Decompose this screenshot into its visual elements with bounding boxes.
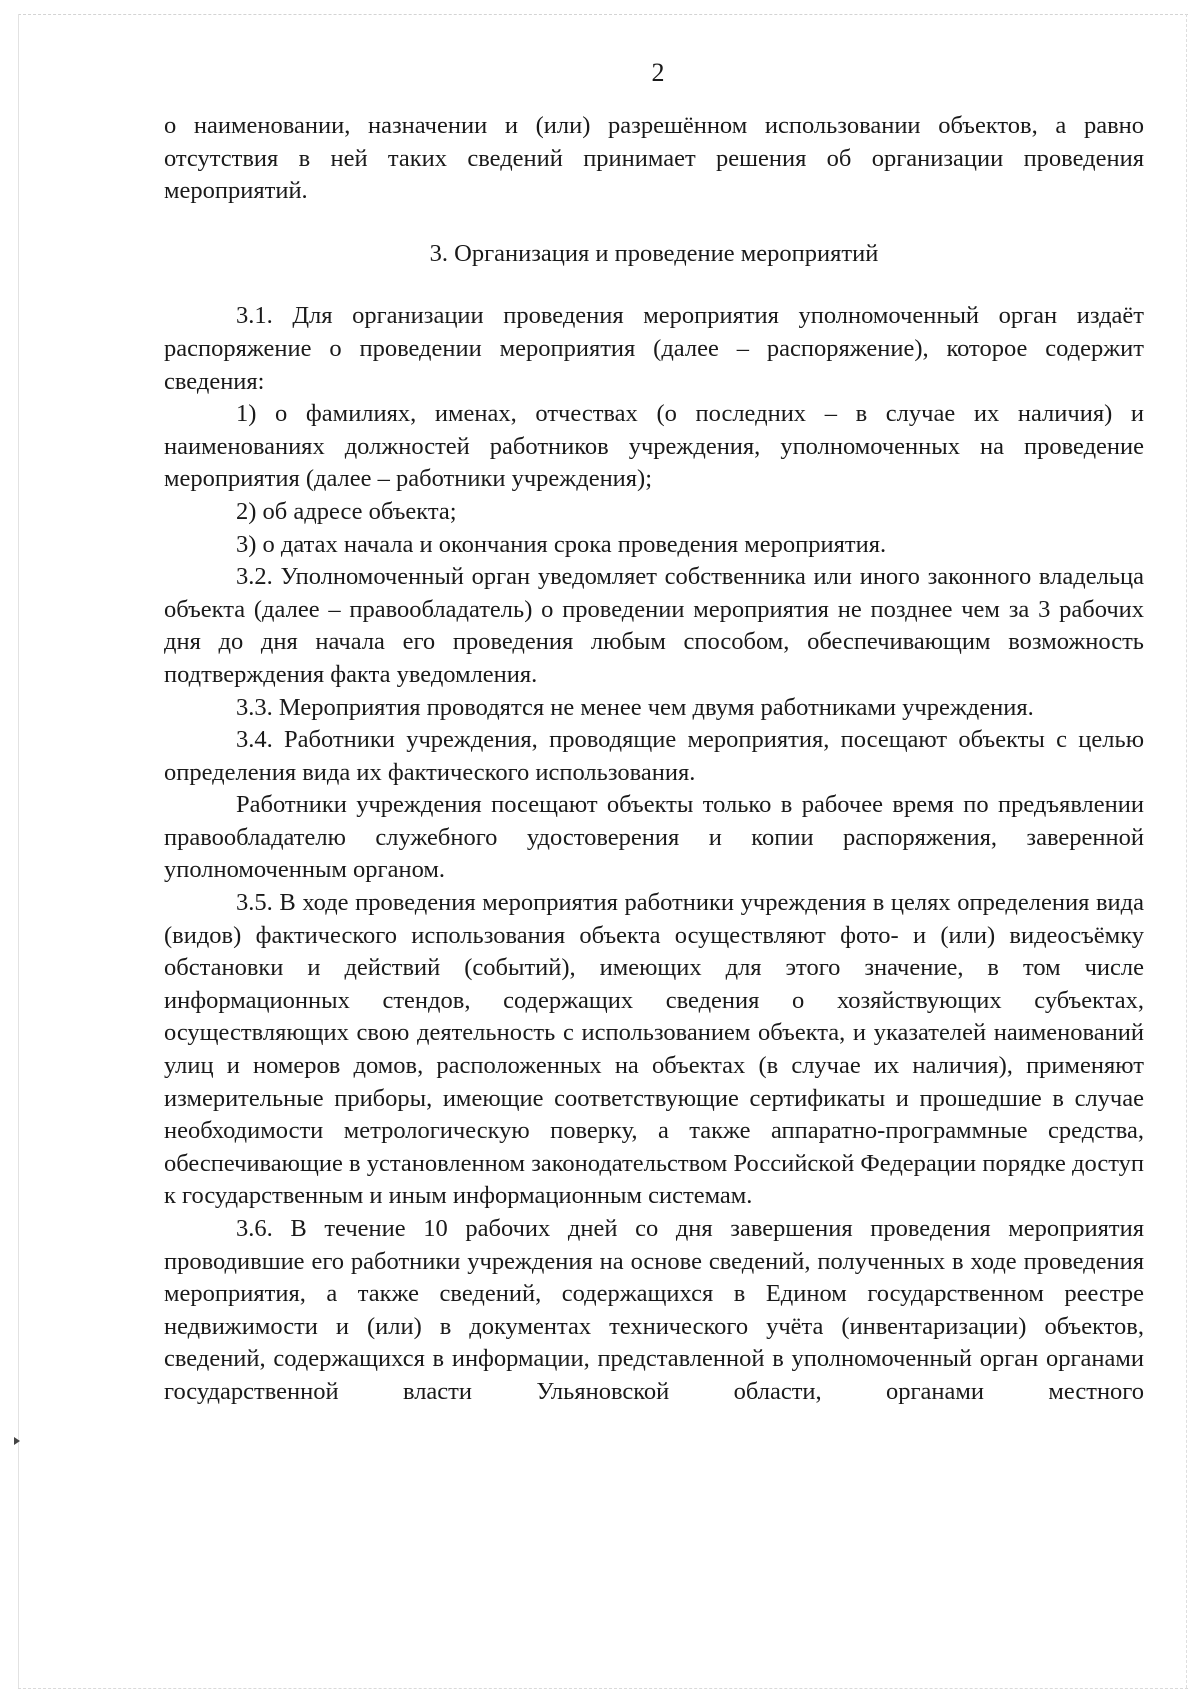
scan-edge-bottom [18,1688,1188,1689]
scan-edge-right [1186,14,1187,1688]
paragraph-3-5: 3.5. В ходе проведения мероприятия работники учреждения в целях определения вида (видов) фактического использования объекта осуществляют фото- и (или) видеосъёмку обстановки и действий (событий), имеющих для этого значение, в том числе информационных стендов, содержащих сведения о хозяйствующих субъектах, осуществляющих свою деятельность с использованием объекта, и указателей наименований улиц и номеров домов, расположенных на объектах (в случае их наличия), применяют измерительные приборы, имеющие соответствующие сертификаты и прошедшие в случае необходимости метрологическую поверку, а также аппаратно-программные средства, обеспечивающие в установленном законодательством Российской Федерации порядке доступ к государственным и иным информационным системам. [164,889,1144,1210]
list-item-2: 2) об адресе объекта; [236,497,457,525]
paragraph-3-4: 3.4. Работники учреждения, проводящие мероприятия, посещают объекты с целью определения вида их фактического использования. [164,726,1144,786]
paragraph-3-4-visits: Работники учреждения посещают объекты только в рабочее время по предъявлении правообладателю служебного удостоверения и копии распоряжения, заверенной уполномоченным органом. [164,791,1144,884]
paragraph-3-6: 3.6. В течение 10 рабочих дней со дня завершения проведения мероприятия проводившие его работники учреждения на основе сведений, полученных в ходе проведения мероприятия, а также сведений, содержащихся в Едином государственном реестре недвижимости и (или) в документах технического учёта (инвентаризации) объектов, сведений, содержащихся в информации, представленной в уполномоченный орган органами государственной власти Ульяновской области, органами местного [164,1215,1144,1405]
margin-mark [14,1437,20,1445]
paragraph-3-3: 3.3. Мероприятия проводятся не менее чем двумя работниками учреждения. [236,693,1034,721]
page-number: 2 [651,58,665,87]
paragraph-3-1: 3.1. Для организации проведения мероприятия уполномоченный орган издаёт распоряжение о проведении мероприятия (далее – распоряжение), которое содержит сведения: [164,302,1144,395]
paragraph-3-2: 3.2. Уполномоченный орган уведомляет собственника или иного законного владельца объекта (далее – правообладатель) о проведении мероприятия не позднее чем за 3 рабочих дня до дня начала его проведения любым способом, обеспечивающим возможность подтверждения факта уведомления. [164,563,1144,688]
scan-edge-top [18,14,1188,15]
list-item-3: 3) о датах начала и окончания срока проведения мероприятия. [236,530,887,558]
list-item-1: 1) о фамилиях, именах, отчествах (о последних – в случае их наличия) и наименованиях должностей работников учреждения, уполномоченных на проведение мероприятия (далее – работники учреждения); [164,400,1144,493]
section-title: 3. Организация и проведение мероприятий [429,239,879,267]
document-body [164,110,1144,1409]
paragraph-continuation: о наименовании, назначении и (или) разрешённом использовании объектов, а равно отсутствия в ней таких сведений принимает решения об организации проведения мероприятий. [164,112,1144,205]
